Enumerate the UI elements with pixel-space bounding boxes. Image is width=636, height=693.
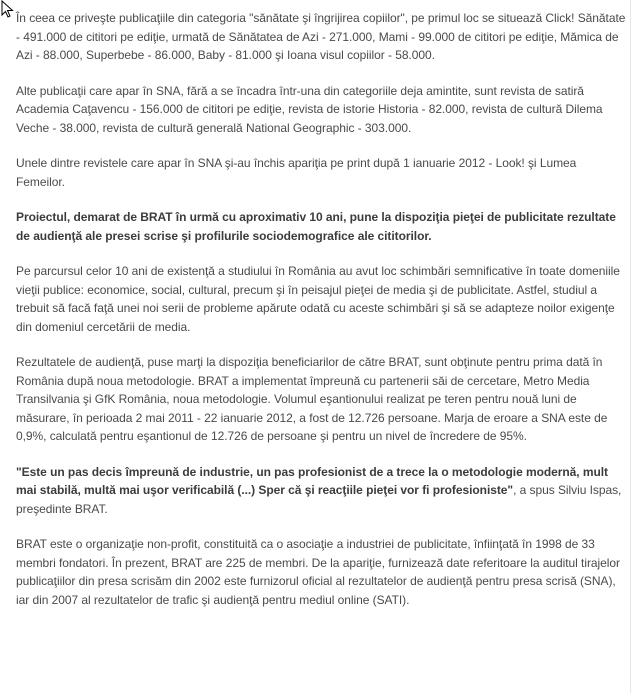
paragraph-other-publications: Alte publicaţii care apar în SNA, fără a se încadra într-una din categoriile deja amintite, sunt revista de satiră Academia Caţavencu - 156.000 de cititori pe ediţie, revista de istorie Historia - 82.000, revista de cultură Dilema Veche - 38.000, revista de cultură generală National Geographic - 303.000. [16,83,603,135]
paragraph-study-history: Pe parcursul celor 10 ani de existenţă a studiului în România au avut loc schimbări semnificative în toate domeniile vieţii publice: economice, social, cultural, precum şi în peisajul pieţei de media şi de publicitate. Astfel, studiul a trebuit să facă faţă unei noi serii de probleme apărute odată cu aceste schimbări şi să se adapteze noilor exigenţe din domeniul cercetării de media. [16,264,620,334]
right-border [630,0,631,693]
mouse-pointer-icon [1,0,15,18]
paragraph-quote [16,463,626,519]
paragraph-closed-magazines: Unele dintre revistele care apar în SNA şi-au închis apariţia pe print după 1 ianuarie 2012 - Look! şi Lumea Femeilor. [16,156,577,189]
article-body [16,9,626,626]
paragraph-methodology: Rezultatele de audienţă, puse marţi la dispoziţia beneficiarilor de către BRAT, sunt obţinute pentru prima dată în România după noua metodologie. BRAT a implementat împreună cu partenerii săi de cercetare, Metro Media Transilvania şi GfK România, noua metodologie. Volumul eşantionului realizat pe teren pentru nouă luni de măsurare, în perioada 2 mai 2011 - 22 ianuarie 2012, a fost de 12.726 persoane. Marja de eroare a SNA este de 0,9%, calculată pentru eşantionul de 12.726 de persoane şi pentru un nivel de încredere de 95%. [16,355,608,443]
paragraph-project-summary: Proiectul, demarat de BRAT în urmă cu aproximativ 10 ani, pune la dispoziţia pieţei de publicitate rezultate de audienţă ale presei scrise şi profilurile sociodemografice ale cititorilor. [16,210,616,243]
paragraph-health-publications: În ceea ce priveşte publicaţiile din categoria "sănătate şi îngrijirea copiilor", pe primul loc se situează Click! Sănătate - 491.000 de cititori pe ediţie, urmată de Sănătatea de Azi - 271.000, Mami - 99.000 de cititori pe ediţie, Mămica de Azi - 88.000, Superbebe - 86.000, Baby - 81.000 şi Ioana visul copiilor - 58.000. [16,11,626,62]
quote-attribution: , a spus Silviu Ispas, preşedinte BRAT. [16,483,622,516]
quote-text: "Este un pas decis împreună de industrie, un pas profesionist de a trece la o metodologie modernă, mult mai stabilă, multă mai uşor verificabilă (...) Sper că şi reacţiile pieţei vor fi profesioniste" [16,464,608,497]
paragraph-about-brat: BRAT este o organizaţie non-profit, constituită ca o asociaţie a industriei de publicitate, înfiinţată în 1998 de 33 membri fondatori. În prezent, BRAT are 225 de membri. De la apariţie, furnizează date referitoare la auditul tirajelor publicaţiilor din presa scrisăm din 2002 este furnizorul oficial al rezultatelor de audienţă pentru presa scrisă (SNA), iar din 2007 al rezultatelor de trafic şi audienţă pentru mediul online (SATI). [16,537,620,607]
